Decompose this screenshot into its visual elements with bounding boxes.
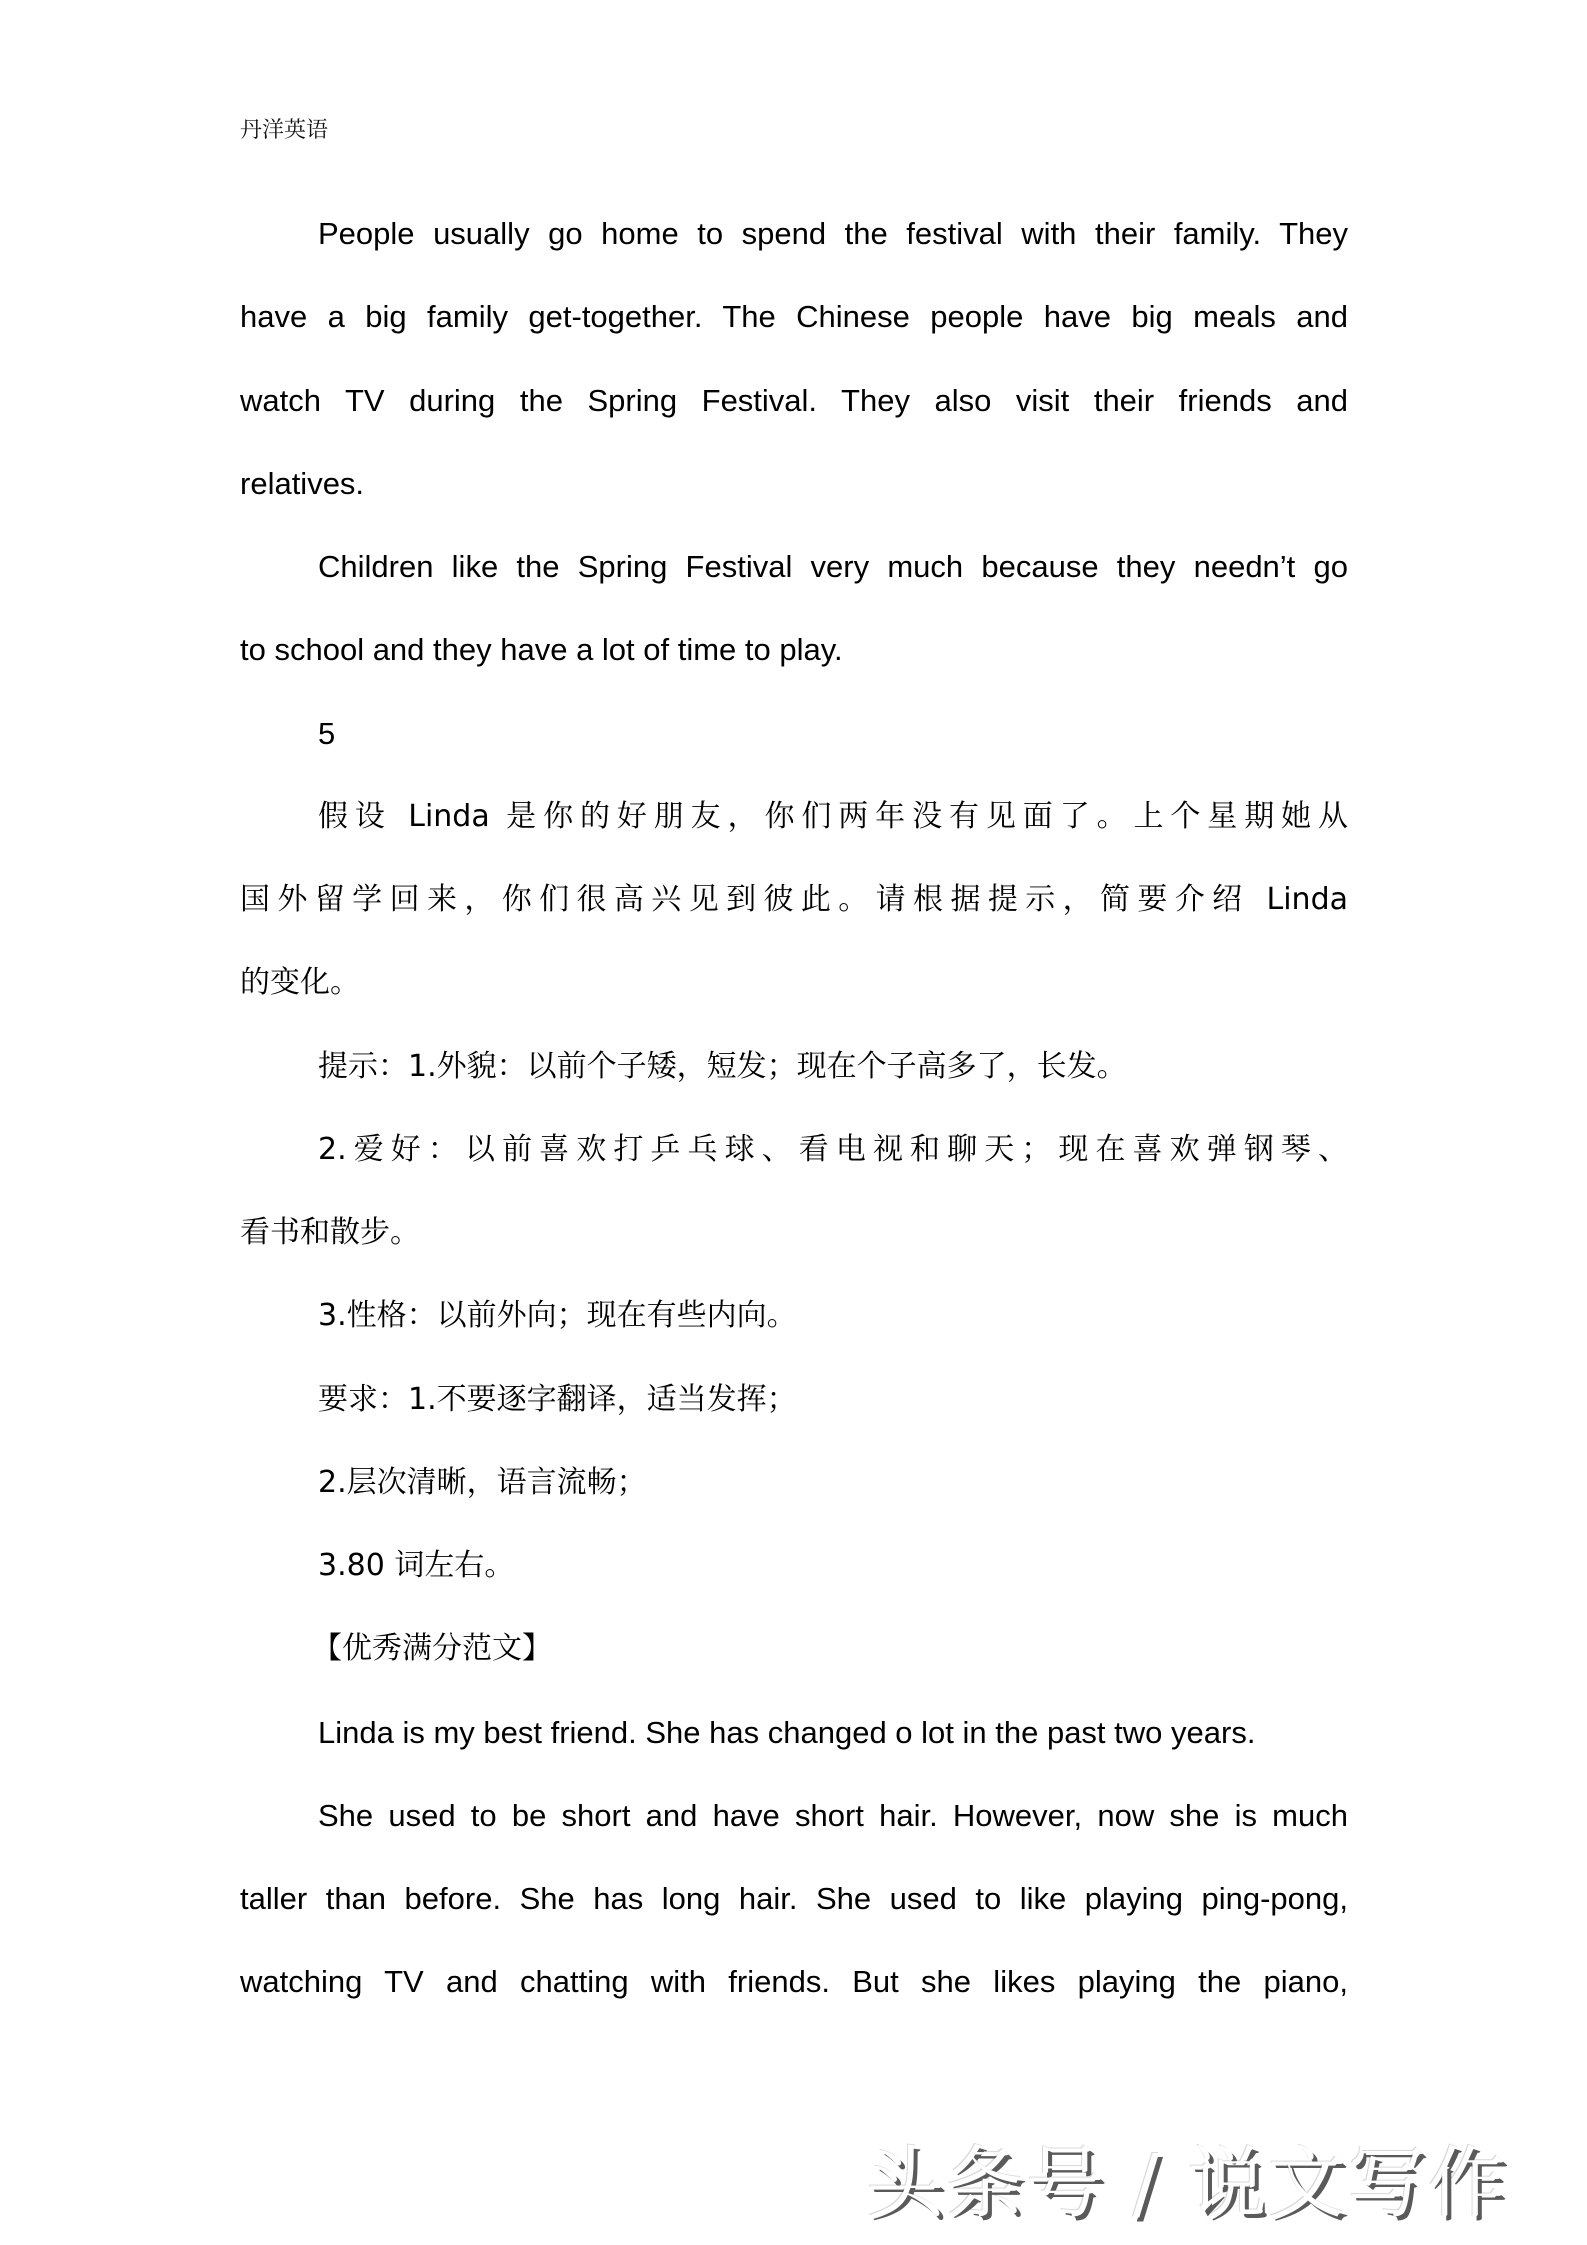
- text-line: [240, 212, 1348, 295]
- line-text: 要求：1.不要逐字翻译，适当发挥；: [318, 1381, 797, 1417]
- line-text: to school and they have a lot of time to play.: [240, 632, 843, 668]
- hint-line: [240, 1211, 1348, 1294]
- line-text: 提示：1.外貌：以前个子矮，短发；现在个子高多了，长发。: [318, 1048, 1127, 1084]
- line-text: Linda is my best friend. She has changed o lot in the past two years.: [318, 1714, 1256, 1750]
- line-text: relatives.: [240, 465, 365, 501]
- task-description-line: [240, 878, 1348, 961]
- text-line: [240, 545, 1348, 628]
- line-text: 3.80 词左右。: [318, 1548, 515, 1583]
- requirement-line: [240, 1461, 1348, 1544]
- line-text: taller than before. She has long hair. She used to like playing ping-pong,: [240, 1881, 1348, 1916]
- document-body: [240, 212, 1348, 2044]
- requirement-line: [240, 1378, 1348, 1461]
- text-line: [240, 462, 1348, 545]
- text-line: [240, 295, 1348, 378]
- sample-essay-line: [240, 1877, 1348, 1960]
- text-line: [240, 628, 1348, 711]
- line-text: 2.爱好：以前喜欢打乒乓球、看电视和聊天；现在喜欢弹钢琴、: [318, 1131, 1348, 1167]
- line-text: 的变化。: [240, 965, 360, 1001]
- text-line: [240, 379, 1348, 462]
- hint-line: [240, 1294, 1348, 1377]
- page-header-label: 丹洋英语: [240, 118, 329, 143]
- sample-essay-line: [240, 1960, 1348, 2043]
- task-description-line: [240, 795, 1348, 878]
- line-text: watching TV and chatting with friends. But she likes playing the piano,: [240, 1964, 1348, 2000]
- sample-essay-line: [240, 1794, 1348, 1877]
- line-text: Children like the Spring Festival very much because they needn’t go: [318, 549, 1348, 584]
- line-text: 看书和散步。: [240, 1215, 420, 1250]
- line-text: People usually go home to spend the festival with their family. They: [318, 216, 1348, 251]
- line-text: have a big family get-together. The Chinese people have big meals and: [240, 299, 1348, 335]
- line-text: 5: [318, 715, 336, 751]
- section-heading: [240, 1627, 1348, 1710]
- line-text: watch TV during the Spring Festival. They also visit their friends and: [240, 382, 1348, 418]
- hint-line: [240, 1128, 1348, 1211]
- line-text: 2.层次清晰，语言流畅；: [318, 1464, 647, 1500]
- task-description-line: [240, 961, 1348, 1044]
- line-text: 【优秀满分范文】: [312, 1631, 552, 1667]
- line-text: She used to be short and have short hair. However, now she is much: [318, 1797, 1348, 1833]
- requirement-line: [240, 1544, 1348, 1627]
- watermark: 头条号 / 说文写作: [866, 2139, 1508, 2229]
- hint-line: [240, 1045, 1348, 1128]
- line-text: 3.性格：以前外向；现在有些内向。: [318, 1298, 797, 1334]
- sample-essay-line: [240, 1711, 1348, 1794]
- line-text: 国外留学回来，你们很高兴见到彼此。请根据提示，简要介绍 Linda: [240, 882, 1348, 917]
- line-text: 假设 Linda 是你的好朋友，你们两年没有见面了。上个星期她从: [318, 798, 1348, 834]
- question-number: [240, 712, 1348, 795]
